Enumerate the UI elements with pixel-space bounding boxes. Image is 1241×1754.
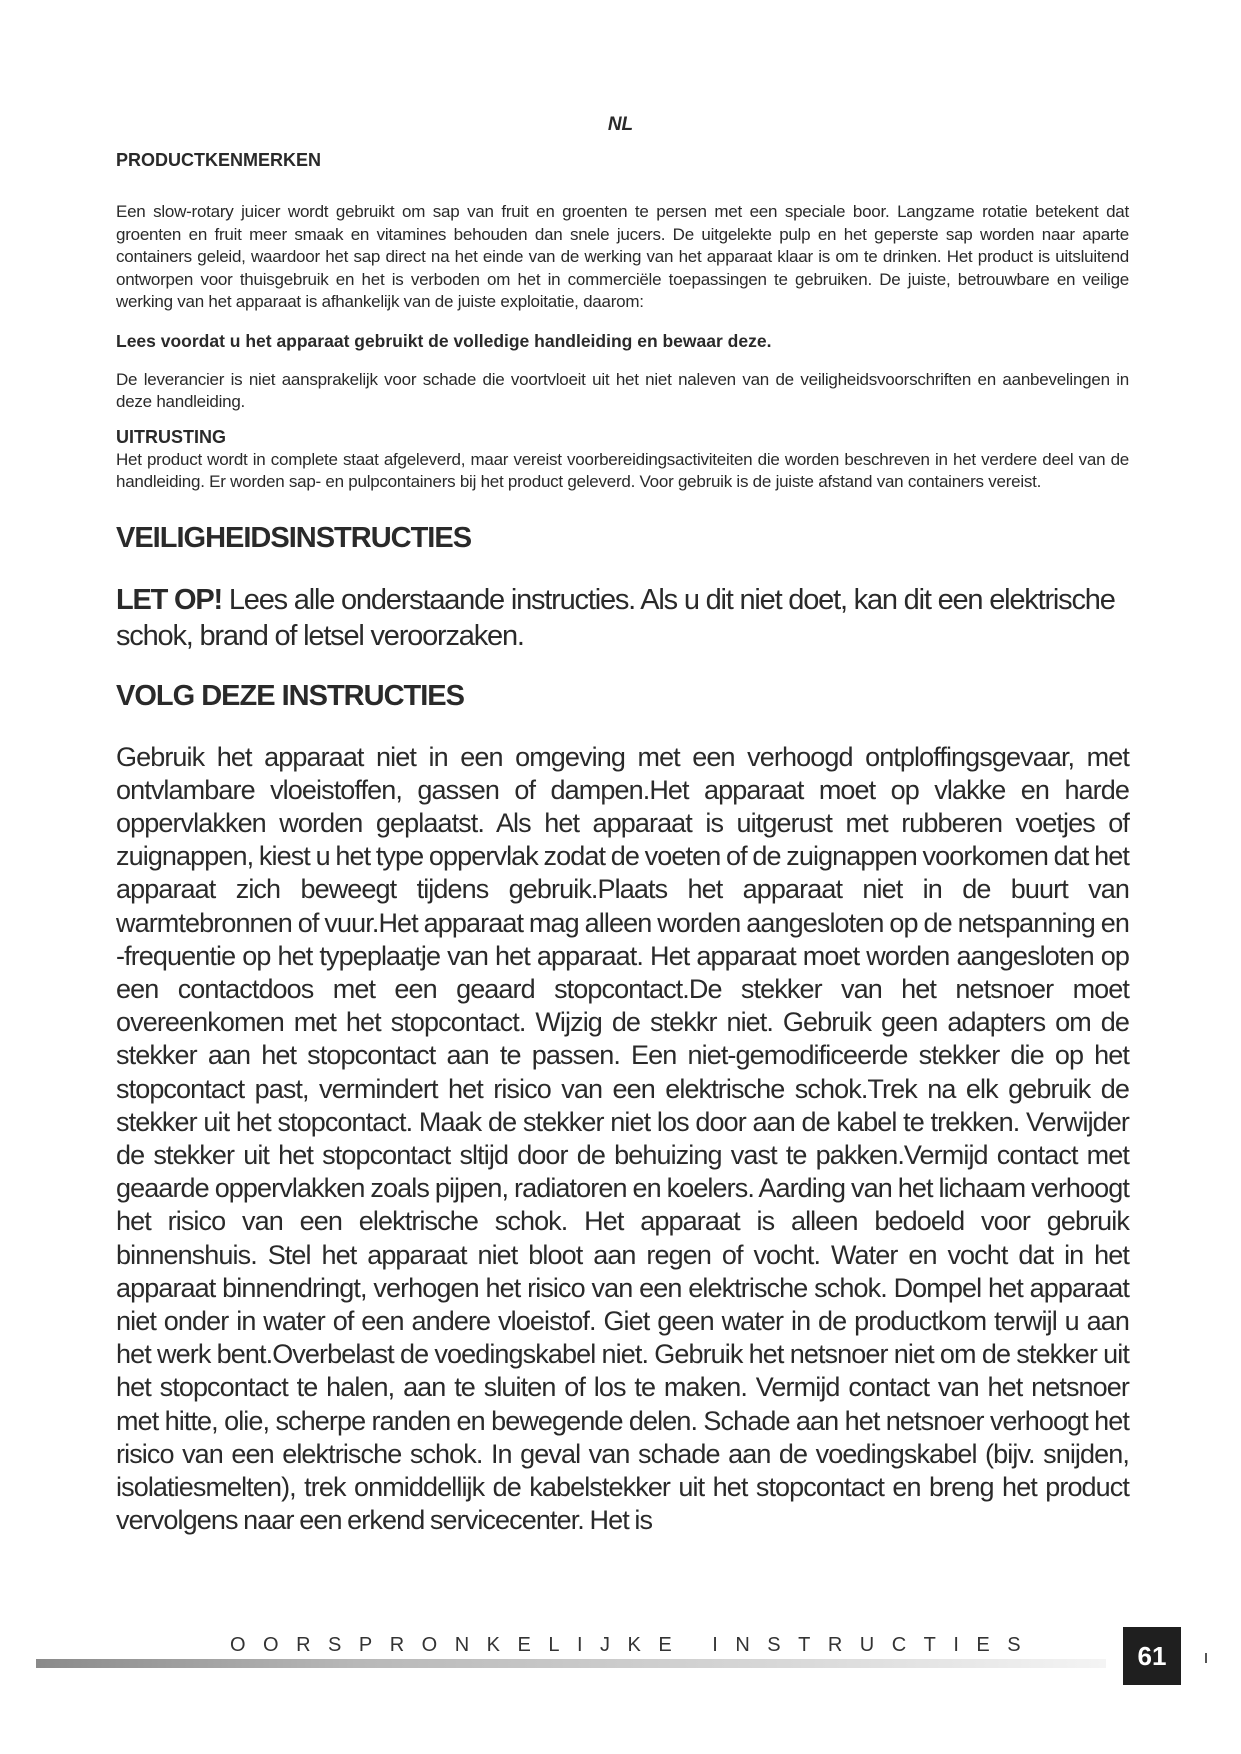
heading-veiligheidsinstructies: VEILIGHEIDSINSTRUCTIES <box>116 521 472 554</box>
edge-mark <box>1205 1653 1207 1663</box>
productkenmerken-body: Een slow-rotary juicer wordt gebruikt om sap van fruit en groenten te persen met een speciale boor. Langzame rotatie betekent dat groenten en fruit meer smaak en vitamines behouden dan snele jucers. De uitgelekte pulp en het geperste sap worden naar aparte containers geleid, waardoor het sap direct na het einde van de werking van het apparaat klaar is om te drinken. Het product is uitsluitend ontworpen voor thuisgebruik en het is verboden om het in commerciële toepassingen te gebruiken. De juiste, betrouwbare en veilige werking van het apparaat is afhankelijk van de juiste exploitatie, daarom: <box>116 202 1129 311</box>
page-content <box>116 148 1129 1537</box>
warning-text: Lees alle onderstaande instructies. Als u dit niet doet, kan dit een elektrische schok, brand of letsel veroorzaken. <box>116 583 1115 652</box>
heading-uitrusting: UITRUSTING <box>116 426 226 447</box>
heading-productkenmerken: PRODUCTKENMERKEN <box>116 150 322 170</box>
liability-note: De leverancier is niet aansprakelijk voor schade die voortvloeit uit het niet naleven van de veiligheidsvoorschriften en aanbevelingen in deze handleiding. <box>116 369 1129 411</box>
footer-divider <box>36 1659 1106 1668</box>
heading-volg-deze-instructies: VOLG DEZE INSTRUCTIES <box>116 679 464 712</box>
instructions-body: Gebruik het apparaat niet in een omgeving met een verhoogd ontploffingsgevaar, met ontvlambare vloeistoffen, gassen of dampen.Het apparaat moet op vlakke en harde oppervlakken worden geplaatst. Als het apparaat is uitgerust met rubberen voetjes of zuignappen, kiest u het type oppervlak zodat de voeten of de zuignappen voorkomen dat het apparaat zich beweegt tijdens gebruik.Plaats het apparaat niet in de buurt van warmtebronnen of vuur.Het apparaat mag alleen worden aangesloten op de netspanning en -frequentie op het typeplaatje van het apparaat. Het apparaat moet worden aangesloten op een contactdoos met een geaard stopcontact.De stekker van het netsnoer moet overeenkomen met het stopcontact. Wijzig de stekkr niet. Gebruik geen adapters om de stekker aan het stopcontact aan te passen. Een niet-gemodificeerde stekker die op het stopcontact past, vermindert het risico van een elektrische schok.Trek na elk gebruik de stekker uit het stopcontact. Maak de stekker niet los door aan de kabel te trekken. Verwijder de stekker uit het stopcontact sltijd door de behuizing vast te pakken.Vermijd contact met geaarde oppervlakken zoals pijpen, radiatoren en koelers. Aarding van het lichaam verhoogt het risico van een elektrische schok. Het apparaat is alleen bedoeld voor gebruik binnenshuis. Stel het apparaat niet bloot aan regen of vocht. Water en vocht dat in het apparaat binnendringt, verhogen het risico van een elektrische schok. Dompel het apparaat niet onder in water of een andere vloeistof. Giet geen water in de productkom terwijl u aan het werk bent.Overbelast de voedingskabel niet. Gebruik het netsnoer niet om de stekker uit het stopcontact te halen, aan te sluiten of los te maken. Vermijd contact van het netsnoer met hitte, olie, scherpe randen en bewegende delen. Schade aan het netsnoer verhoogt het risico van een elektrische schok. In geval van schade aan de voedingskabel (bijv. snijden, isolatiesmelten), trek onmiddellijk de kabelstekker uit het stopcontact en breng het product vervolgens naar een erkend servicecenter. Het is <box>116 741 1129 1536</box>
language-code: NL <box>607 114 634 135</box>
footer-title: OORSPRONKELIJKE INSTRUCTIES <box>230 1634 1039 1656</box>
page-number: 61 <box>1123 1627 1181 1685</box>
warning-paragraph <box>116 582 1129 654</box>
read-manual-note: Lees voordat u het apparaat gebruikt de volledige handleiding en bewaar deze. <box>116 330 772 351</box>
uitrusting-body: Het product wordt in complete staat afgeleverd, maar vereist voorbereidingsactiviteiten die worden beschreven in het verdere deel van de handleiding. Er worden sap- en pulpcontainers bij het product geleverd. Voor gebruik is de juiste afstand van containers vereist. <box>116 449 1129 491</box>
warning-label: LET OP! <box>116 583 222 616</box>
